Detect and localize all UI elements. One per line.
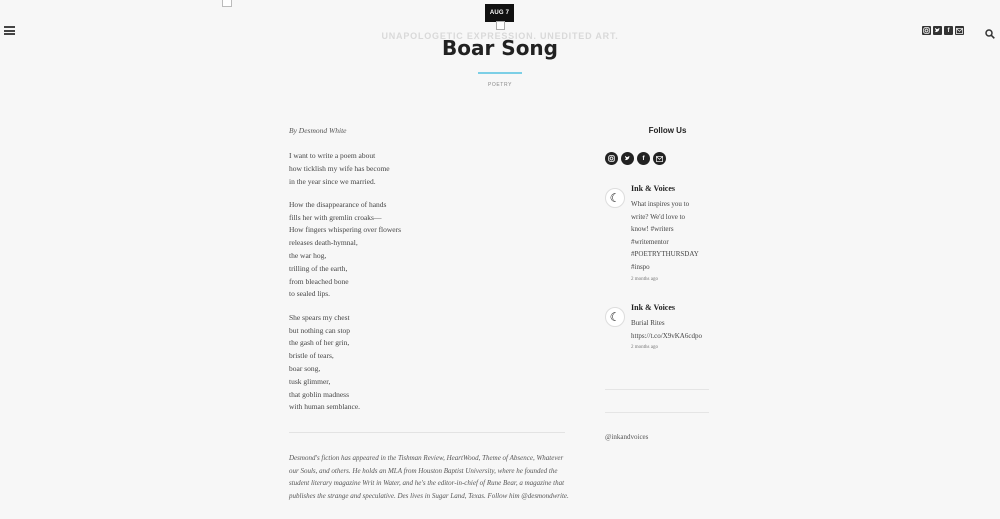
poem-line: releases death-hymnal, [289,238,358,248]
tweet-line: Burial Rites [631,319,665,327]
header-social-icons [922,26,964,35]
poem-line: the gash of her grin, [289,338,350,348]
tweet-time: 2 months ago [631,276,658,282]
tweet-time: 2 months ago [631,345,658,351]
title-divider [478,72,522,74]
instagram-icon[interactable] [922,26,931,35]
facebook-icon[interactable]: f [637,152,650,165]
tweet-line: know! #writers [631,225,674,234]
instagram-handle[interactable]: @inkandvoices [605,433,649,441]
email-icon[interactable] [653,152,666,165]
tweet-line: #POETRYTHURSDAY [631,250,699,259]
twitter-icon[interactable] [621,152,634,165]
tweet-text [631,198,721,285]
poem-line: fills her with gremlin croaks— [289,212,382,222]
author-bio: Desmond's fiction has appeared in the Tishman Review, HeartWood, Theme of Absence, Whatever our Souls, and others. He holds an MLA from Houston Baptist University, where he founded the student literary magazine Writ in Water, and he's the editor-in-chief of Rune Bear, a magazine that publishes the strange and speculative. Des lives in Sugar Land, Texas. Follow him @desmondwrite. [289,454,569,500]
facebook-icon[interactable]: f [944,26,953,35]
poem-stanza [289,312,401,414]
sidebar-divider [605,389,709,390]
poem-line: with human semblance. [289,402,361,412]
article-divider [289,432,565,433]
tweet-text [631,317,721,353]
search-icon[interactable] [985,26,995,36]
poem-line: bristle of tears, [289,351,334,361]
poem-line: from bleached bone [289,276,349,286]
tweet-line: write? We'd love to [631,212,686,221]
poem-line: to sealed lips. [289,289,331,299]
poem-line: but nothing can stop [289,325,351,335]
poem-line: trilling of the earth, [289,263,348,273]
placeholder-box [222,0,232,7]
poem-stanza [289,150,401,188]
follow-social-icons [605,152,666,165]
poem [289,150,401,425]
sidebar-divider [605,412,709,413]
tweet-line: #inspo [631,262,650,271]
poem-line: boar song, [289,363,321,373]
email-icon[interactable] [955,26,964,35]
broken-image-icon [496,21,505,30]
category-link[interactable]: POETRY [487,82,513,88]
poem-line: How fingers whispering over flowers [289,225,402,235]
poem-line: that goblin madness [289,389,349,399]
avatar[interactable]: ☾ [605,188,625,208]
byline: By Desmond White [289,126,347,135]
poem-line: in the year since we married. [289,176,376,186]
poem-line: tusk glimmer, [289,376,331,386]
date-badge: AUG 7 [485,4,514,22]
tweet-link[interactable]: https://t.co/X9vKA6cdpo [631,331,702,340]
tweet-line: What inspires you to [631,200,690,208]
site-tagline: UNAPOLOGETIC EXPRESSION. UNEDITED ART. [381,31,619,41]
tweet-author[interactable]: Ink & Voices [631,303,676,312]
instagram-icon[interactable] [605,152,618,165]
poem-line: I want to write a poem about [289,151,376,160]
poem-stanza [289,199,401,301]
poem-line: She spears my chest [289,312,350,322]
twitter-icon[interactable] [933,26,942,35]
page-title: Boar Song [441,36,558,60]
poem-line: How the disappearance of hands [289,199,387,209]
poem-line: the war hog, [289,251,327,261]
poem-line: how ticklish my wife has become [289,163,390,173]
avatar[interactable]: ☾ [605,307,625,327]
tweet-line: #writementor [631,237,669,246]
follow-us-heading: Follow Us [648,126,687,135]
tweet-author[interactable]: Ink & Voices [631,184,676,193]
